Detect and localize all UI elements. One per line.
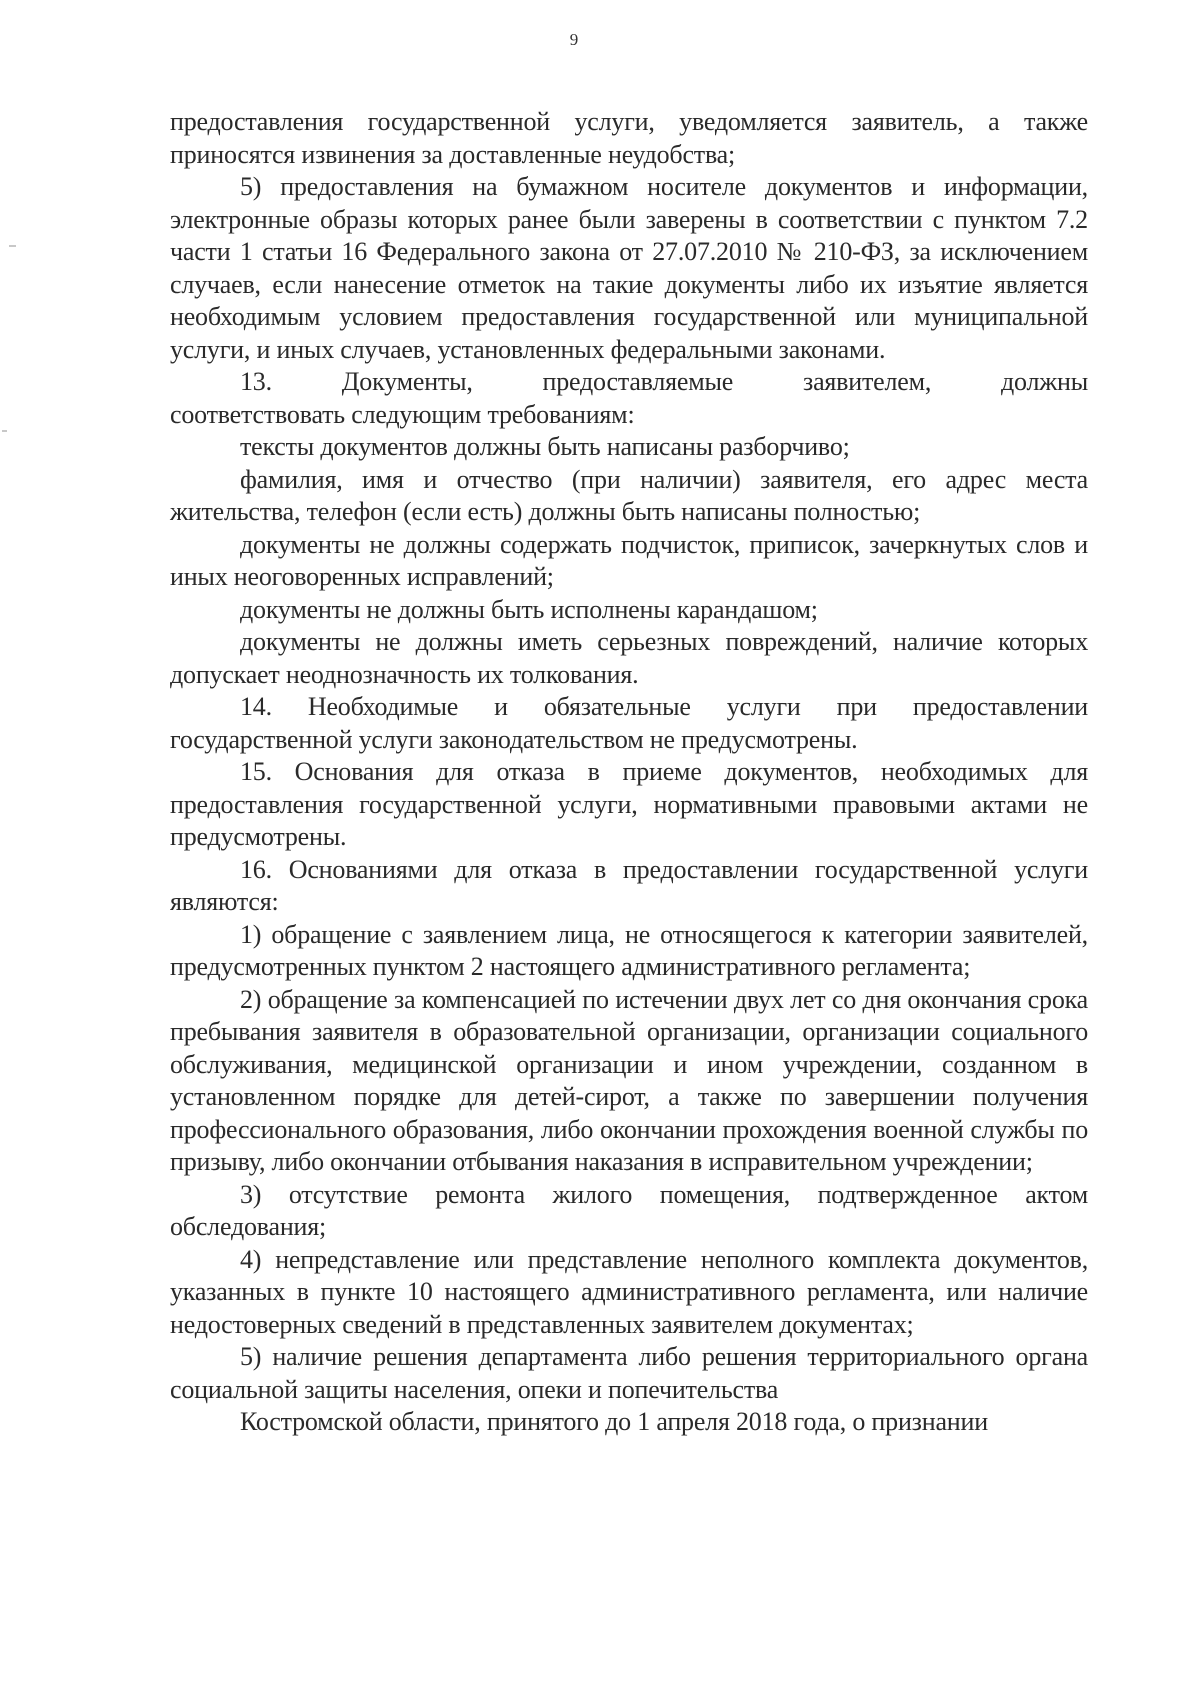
paragraph: документы не должны иметь серьезных повреждений, наличие которых допускает неоднозначность их толкования.	[170, 627, 1088, 689]
paragraph: фамилия, имя и отчество (при наличии) заявителя, его адрес места жительства, телефон (если есть) должны быть написаны полностью;	[170, 464, 1088, 526]
paragraph: 5) наличие решения департамента либо решения территориального органа социальной защиты населения, опеки и попечительства	[170, 1342, 1088, 1404]
paragraph: Костромской области, принятого до 1 апреля 2018 года, о признании	[240, 1407, 988, 1436]
paragraph: 4) непредставление или представление неполного комплекта документов, указанных в пункте 10 настоящего административного регламента, или наличие недостоверных сведений в представленных заявителем документах;	[170, 1244, 1088, 1339]
scan-artifact	[9, 245, 16, 247]
paragraph: документы не должны содержать подчисток, приписок, зачеркнутых слов и иных неоговоренных исправлений;	[170, 529, 1088, 591]
document-body	[170, 106, 1088, 1439]
paragraph: тексты документов должны быть написаны разборчиво;	[240, 432, 850, 461]
paragraph: 16. Основаниями для отказа в предоставлении государственной услуги являются:	[170, 854, 1088, 916]
paragraph: 15. Основания для отказа в приеме документов, необходимых для предоставления государственной услуги, нормативными правовыми актами не предусмотрены.	[170, 757, 1088, 851]
paragraph: 13. Документы, предоставляемые заявителем, должны	[240, 367, 1088, 396]
page-number: 9	[569, 30, 579, 49]
paragraph: предоставления государственной услуги, уведомляется заявитель, а также приносятся извинения за доставленные неудобства;	[170, 107, 1088, 169]
paragraph: 3) отсутствие ремонта жилого помещения, подтвержденное актом обследования;	[170, 1179, 1088, 1241]
scan-artifact	[2, 430, 7, 432]
paragraph: соответствовать следующим требованиям:	[170, 399, 635, 429]
paragraph: 2) обращение за компенсацией по истечении двух лет со дня окончания срока пребывания заявителя в образовательной организации, организации социального обслуживания, медицинской организации и ином учреждении, созданном в установленном порядке для детей-сирот, а также по завершении получения профессионального образования, либо окончании прохождения военной службы по призыву, либо окончании отбывания наказания в исправительном учреждении;	[170, 984, 1088, 1176]
paragraph: 14. Необходимые и обязательные услуги при предоставлении государственной услуги законодательством не предусмотрены.	[170, 692, 1088, 754]
paragraph: 5) предоставления на бумажном носителе документов и информации, электронные образы которых ранее были заверены в соответствии с пунктом 7.2 части 1 статьи 16 Федерального закона от 27.07.2010 № 210-ФЗ, за исключением случаев, если нанесение отметок на такие документы либо их изъятие является необходимым условием предоставления государственной или муниципальной услуги, и иных случаев, установленных федеральными законами.	[170, 172, 1088, 364]
paragraph: документы не должны быть исполнены карандашом;	[240, 594, 818, 624]
paragraph: 1) обращение с заявлением лица, не относящегося к категории заявителей, предусмотренных пунктом 2 настоящего административного регламента;	[170, 919, 1088, 981]
